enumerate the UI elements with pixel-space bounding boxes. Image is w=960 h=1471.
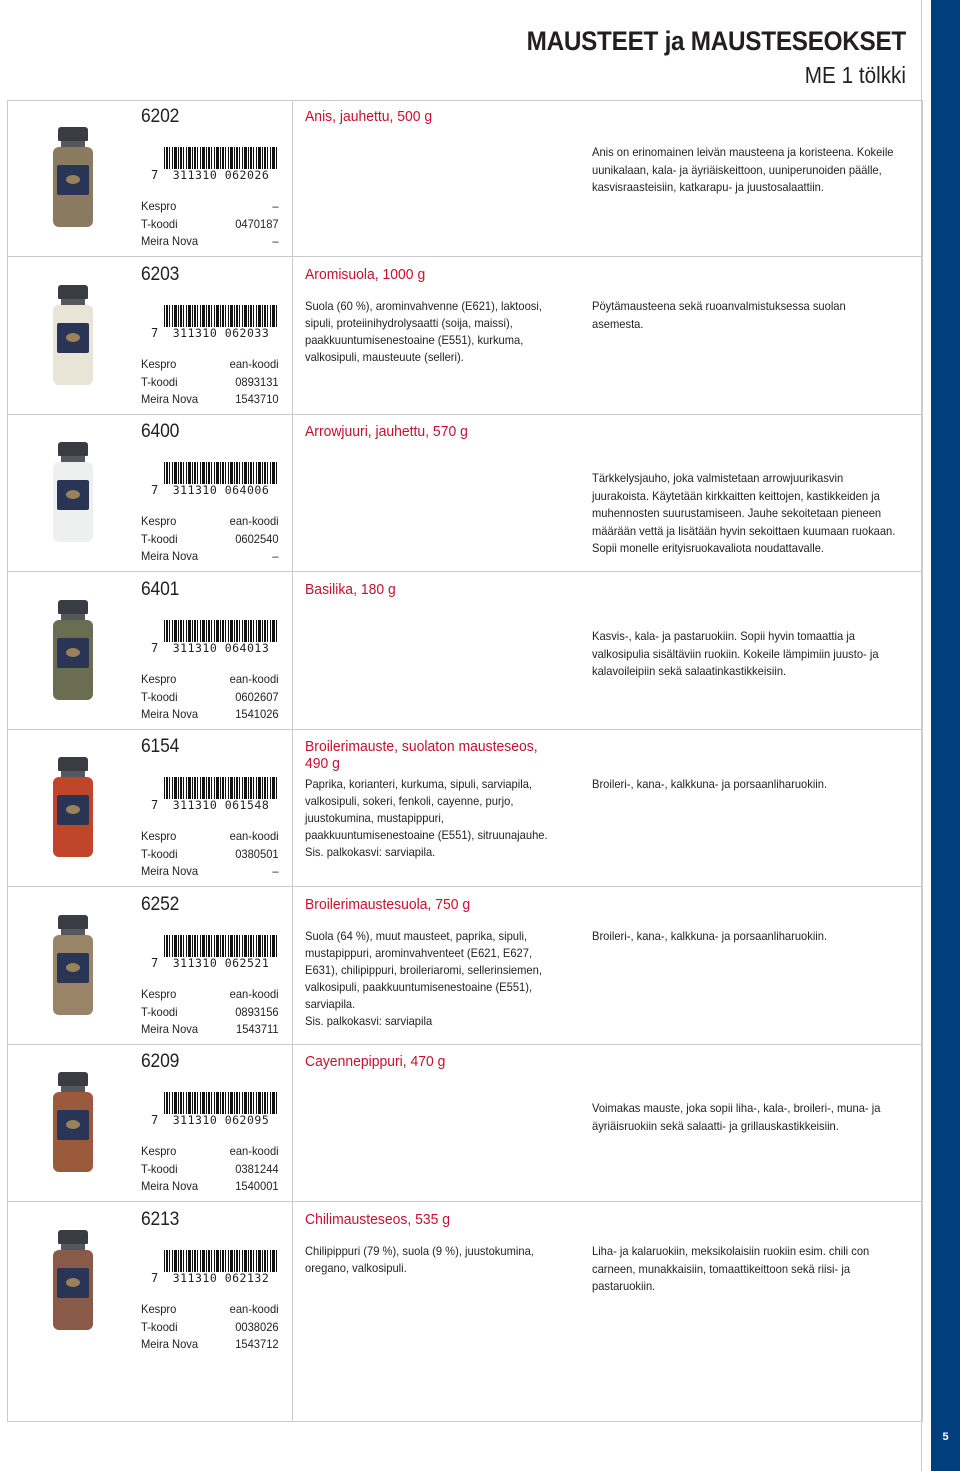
kespro-value: – bbox=[272, 199, 279, 213]
barcode-bars bbox=[164, 147, 278, 169]
barcode-bars bbox=[164, 620, 278, 642]
product-row bbox=[7, 730, 923, 887]
product-row bbox=[7, 1045, 923, 1202]
page-title: MAUSTEET ja MAUSTESEOKSET bbox=[526, 26, 906, 56]
kespro-value: ean-koodi bbox=[229, 1144, 279, 1158]
barcode-digits: 311310 064013 bbox=[164, 642, 278, 654]
barcode bbox=[151, 147, 281, 181]
kespro-label: Kespro bbox=[141, 199, 177, 213]
product-row bbox=[7, 258, 923, 415]
tkoodi-label: T-koodi bbox=[141, 1319, 178, 1334]
meira-value: 1543710 bbox=[235, 392, 279, 406]
meira-value: – bbox=[272, 234, 279, 248]
meira-value: 1541026 bbox=[235, 707, 279, 721]
product-name: Chilimausteseos, 535 g bbox=[305, 1211, 451, 1228]
barcode-digits: 311310 062521 bbox=[164, 957, 278, 969]
barcode-digits: 311310 062026 bbox=[164, 169, 278, 181]
barcode-bars bbox=[164, 1092, 278, 1114]
barcode-digits: 311310 064006 bbox=[164, 484, 278, 496]
product-usage: Kasvis-, kala- ja pastaruokiin. Sopii hyvin tomaattia ja valkosipulia sisältäviin ruokiin. Kokeile lämpimiin juusto- ja kalavoileipiin sekä salaatinkastikkeisiin. bbox=[592, 629, 879, 678]
kespro-value: ean-koodi bbox=[229, 829, 279, 843]
barcode-bars bbox=[164, 305, 278, 327]
meira-label: Meira Nova bbox=[141, 707, 199, 721]
barcode-digits: 311310 061548 bbox=[164, 799, 278, 811]
product-usage: Broileri-, kana-, kalkkuna- ja porsaanliharuokiin. bbox=[592, 777, 828, 791]
tkoodi-value: 0380501 bbox=[235, 846, 279, 861]
kespro-value: ean-koodi bbox=[229, 514, 279, 528]
meira-value: – bbox=[272, 549, 279, 563]
product-row bbox=[7, 573, 923, 730]
product-code: 6401 bbox=[141, 579, 180, 600]
tkoodi-value: 0602607 bbox=[235, 689, 279, 704]
page-subtitle: ME 1 tölkki bbox=[804, 62, 906, 88]
meira-value: 1543711 bbox=[236, 1022, 279, 1036]
product-codes bbox=[141, 513, 279, 566]
product-usage: Liha- ja kalaruokiin, meksikolaisiin ruokiin esim. chili con carneen, munakkaisiin, tomaattikeittoon sekä riisi- ja pastaruokiin. bbox=[592, 1244, 870, 1293]
barcode-lead-digit: 7 bbox=[151, 1113, 159, 1127]
side-color-band bbox=[931, 0, 960, 1471]
meira-label: Meira Nova bbox=[141, 1179, 199, 1193]
product-codes bbox=[141, 356, 279, 409]
product-jar-image bbox=[53, 1230, 93, 1330]
barcode bbox=[151, 777, 281, 811]
tkoodi-label: T-koodi bbox=[141, 531, 178, 546]
meira-label: Meira Nova bbox=[141, 864, 199, 878]
product-ingredients: Paprika, korianteri, kurkuma, sipuli, sarviapila, valkosipuli, sokeri, fenkoli, cayenne, purjo, juustokumina, mustapippuri, paakkuuntumisenestoaine (E551), sitruunajauhe. Sis. palkokasvi: sarviapila. bbox=[305, 777, 548, 859]
page-number: 5 bbox=[942, 1431, 949, 1443]
product-codes bbox=[141, 828, 279, 881]
product-name: Basilika, 180 g bbox=[305, 581, 396, 598]
meira-value: – bbox=[272, 864, 279, 878]
product-row bbox=[7, 100, 923, 257]
meira-label: Meira Nova bbox=[141, 1337, 199, 1351]
product-ingredients: Chilipippuri (79 %), suola (9 %), juustokumina, oregano, valkosipuli. bbox=[305, 1244, 534, 1275]
barcode-digits: 311310 062033 bbox=[164, 327, 278, 339]
tkoodi-label: T-koodi bbox=[141, 216, 178, 231]
meira-label: Meira Nova bbox=[141, 234, 199, 248]
product-usage: Pöytämausteena sekä ruoanvalmistuksessa suolan asemesta. bbox=[592, 299, 846, 331]
barcode-lead-digit: 7 bbox=[151, 1271, 159, 1285]
product-jar-image bbox=[53, 1072, 93, 1172]
tkoodi-value: 0602540 bbox=[235, 531, 279, 546]
kespro-label: Kespro bbox=[141, 1302, 177, 1316]
product-usage: Broileri-, kana-, kalkkuna- ja porsaanliharuokiin. bbox=[592, 929, 828, 943]
barcode-bars bbox=[164, 1250, 278, 1272]
product-name: Aromisuola, 1000 g bbox=[305, 266, 426, 283]
barcode-lead-digit: 7 bbox=[151, 641, 159, 655]
product-name: Broilerimaustesuola, 750 g bbox=[305, 896, 471, 913]
product-usage: Voimakas mauste, joka sopii liha-, kala-, broileri-, muna- ja äyriäisruokiin sekä salaatti- ja grillauskastikkeisiin. bbox=[592, 1101, 881, 1133]
product-code: 6252 bbox=[141, 894, 180, 915]
meira-value: 1543712 bbox=[235, 1337, 279, 1351]
product-jar-image bbox=[53, 600, 93, 700]
product-jar-image bbox=[53, 442, 93, 542]
kespro-value: ean-koodi bbox=[229, 1302, 279, 1316]
product-codes bbox=[141, 198, 279, 251]
barcode-digits: 311310 062095 bbox=[164, 1114, 278, 1126]
barcode-bars bbox=[164, 935, 278, 957]
barcode bbox=[151, 305, 281, 339]
tkoodi-label: T-koodi bbox=[141, 1004, 178, 1019]
product-usage: Tärkkelysjauho, joka valmistetaan arrowjuurikasvin juurakoista. Käytetään kirkkaitten keittojen, kastikkeiden ja muhennosten suurustamiseen. Jauhe sekoitetaan pieneen määrään vettä ja lisätään hyvin sekoittaen kuumaan ruokaan. Sopii monelle erityisruokavaliota noudattavalle. bbox=[592, 471, 896, 555]
product-row bbox=[7, 415, 923, 572]
product-codes bbox=[141, 671, 279, 724]
barcode bbox=[151, 1092, 281, 1126]
product-name: Anis, jauhettu, 500 g bbox=[305, 108, 433, 125]
product-ingredients: Suola (64 %), muut mausteet, paprika, sipuli, mustapippuri, arominvahventeet (E621, E627, E631), chilipippuri, broileriaromi, sellerinsiemen, valkosipuli, paakkuuntumisenestoaine (E551), sarviapila. Sis. palkokasvi: sarviapila bbox=[305, 929, 542, 1028]
tkoodi-label: T-koodi bbox=[141, 846, 178, 861]
product-code: 6209 bbox=[141, 1051, 180, 1072]
product-name: Broilerimauste, suolaton mausteseos, 490 g bbox=[305, 738, 538, 772]
tkoodi-value: 0470187 bbox=[235, 216, 279, 231]
barcode bbox=[151, 620, 281, 654]
product-row bbox=[7, 888, 923, 1045]
kespro-label: Kespro bbox=[141, 514, 177, 528]
barcode-bars bbox=[164, 462, 278, 484]
product-code: 6154 bbox=[141, 736, 180, 757]
tkoodi-value: 0893156 bbox=[235, 1004, 279, 1019]
kespro-label: Kespro bbox=[141, 357, 177, 371]
product-code: 6202 bbox=[141, 106, 180, 127]
barcode-lead-digit: 7 bbox=[151, 956, 159, 970]
product-code: 6213 bbox=[141, 1209, 180, 1230]
product-codes bbox=[141, 986, 279, 1039]
meira-label: Meira Nova bbox=[141, 392, 199, 406]
product-codes bbox=[141, 1301, 279, 1354]
product-code: 6400 bbox=[141, 421, 180, 442]
kespro-label: Kespro bbox=[141, 1144, 177, 1158]
meira-value: 1540001 bbox=[235, 1179, 279, 1193]
kespro-value: ean-koodi bbox=[229, 987, 279, 1001]
product-name: Cayennepippuri, 470 g bbox=[305, 1053, 446, 1070]
product-jar-image bbox=[53, 915, 93, 1015]
kespro-label: Kespro bbox=[141, 829, 177, 843]
barcode-digits: 311310 062132 bbox=[164, 1272, 278, 1284]
product-jar-image bbox=[53, 127, 93, 227]
tkoodi-value: 0038026 bbox=[235, 1319, 279, 1334]
product-code: 6203 bbox=[141, 264, 180, 285]
tkoodi-value: 0893131 bbox=[235, 374, 279, 389]
product-usage: Anis on erinomainen leivän mausteena ja koristeena. Kokeile uunikalaan, kala- ja äyriäiskeittoon, uuniperunoiden päälle, kasvisraasteisiin, katkarapu- ja juustosalaattiin. bbox=[592, 145, 894, 194]
tkoodi-label: T-koodi bbox=[141, 374, 178, 389]
product-ingredients: Suola (60 %), arominvahvenne (E621), laktoosi, sipuli, proteiinihydrolysaatti (soija, maissi), paakkuuntumisenestoaine (E551), kurkuma, valkosipuli, mausteuute (selleri). bbox=[305, 299, 542, 364]
barcode-lead-digit: 7 bbox=[151, 326, 159, 340]
product-row bbox=[7, 1203, 923, 1360]
tkoodi-label: T-koodi bbox=[141, 1161, 178, 1176]
product-jar-image bbox=[53, 285, 93, 385]
barcode-lead-digit: 7 bbox=[151, 798, 159, 812]
kespro-value: ean-koodi bbox=[229, 672, 279, 686]
kespro-label: Kespro bbox=[141, 672, 177, 686]
product-name: Arrowjuuri, jauhettu, 570 g bbox=[305, 423, 468, 440]
barcode bbox=[151, 1250, 281, 1284]
product-jar-image bbox=[53, 757, 93, 857]
product-codes bbox=[141, 1143, 279, 1196]
barcode-bars bbox=[164, 777, 278, 799]
tkoodi-value: 0381244 bbox=[235, 1161, 279, 1176]
kespro-value: ean-koodi bbox=[229, 357, 279, 371]
kespro-label: Kespro bbox=[141, 987, 177, 1001]
barcode bbox=[151, 462, 281, 496]
barcode bbox=[151, 935, 281, 969]
barcode-lead-digit: 7 bbox=[151, 483, 159, 497]
tkoodi-label: T-koodi bbox=[141, 689, 178, 704]
meira-label: Meira Nova bbox=[141, 549, 199, 563]
barcode-lead-digit: 7 bbox=[151, 168, 159, 182]
meira-label: Meira Nova bbox=[141, 1022, 199, 1036]
